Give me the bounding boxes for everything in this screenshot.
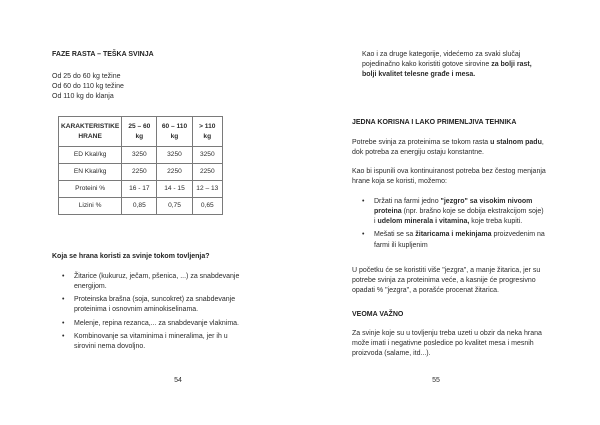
intro-paragraph: Kao i za druge kategorije, videćemo za svaki slučaj pojedinačno kako koristiti gotove sirovine za bolji rast, bolji kvalitet telesne građe i mesa. xyxy=(362,51,532,79)
table-cell: 3250 xyxy=(157,147,192,164)
technique-bullets xyxy=(362,197,572,254)
table-cell: 12 – 13 xyxy=(192,181,222,198)
list-item: • Žitarice (kukuruz, ječam, pšenica, ...) za snabdevanje energijom. xyxy=(62,273,240,291)
list-item: • Kombinovanje sa vitaminima i mineralima, jer ih u sirovini nema dovoljno. xyxy=(62,332,228,350)
table-cell: 3250 xyxy=(192,147,222,164)
table-header: 60 – 110 kg xyxy=(157,117,192,147)
table-header: KARAKTERISTIKE HRANE xyxy=(59,117,122,147)
phase-item: Od 25 do 60 kg težine xyxy=(52,73,121,80)
bullet-icon: • xyxy=(362,231,365,239)
table-cell: 16 - 17 xyxy=(122,181,157,198)
list-item: • Melenje, repina rezanca,... za snabdevanje vlaknima. xyxy=(62,319,282,329)
bullet-icon: • xyxy=(62,273,65,280)
table-row xyxy=(59,181,223,198)
table-row xyxy=(59,198,223,215)
bullet-icon: • xyxy=(62,296,65,304)
table-cell: 2250 xyxy=(192,164,222,181)
right-page xyxy=(300,0,600,425)
table-cell: 2250 xyxy=(157,164,192,181)
list-item: • Proteinska brašna (soja, suncokret) za snabdevanje proteinima i osnovnim aminokiselinama. xyxy=(62,296,236,314)
table-cell: 2250 xyxy=(122,164,157,181)
list-item: • Mešati se sa žitaricama i mekinjama proizvedenim na farmi ili kupljenim xyxy=(362,231,545,249)
protein-paragraph: Potrebe svinja za proteinima se tokom rasta u stalnom padu, dok potreba za energiju ostaju konstantne. xyxy=(352,139,544,157)
table-cell: EN Kkal/kg xyxy=(59,164,122,181)
section-heading-important: VEOMA VAŽNO xyxy=(352,311,404,318)
list-item: • Držati na farmi jedno "jezgro" sa visokim nivoom proteina (npr. brašno koje se dobija ekstrakcijom soje) i udelom minerala i vitamina, koje treba kupiti. xyxy=(362,198,544,226)
table-header-row xyxy=(59,117,223,147)
table-header: > 110 kg xyxy=(192,117,222,147)
table-cell: ED Kkal/kg xyxy=(59,147,122,164)
phase-item: Od 110 kg do klanja xyxy=(52,93,114,101)
bullet-icon: • xyxy=(62,319,65,327)
section-heading-technique: JEDNA KORISNA I LAKO PRIMENLJIVA TEHNIKA xyxy=(352,119,517,126)
phases-heading: FAZE RASTA – TEŠKA SVINJA xyxy=(52,51,154,58)
warning-paragraph: Za svinje koje su u tovljenju treba uzeti u obzir da neka hrana može imati i negativne posledice po kvalitet mesa i mesnih proizvoda (salame, itd...). xyxy=(352,330,542,358)
table-cell: Lizini % xyxy=(59,198,122,215)
table-header: 25 – 60 kg xyxy=(122,117,157,147)
continuity-paragraph: Kao bi ispunili ova kontinuiranost potreba bez čestog menjanja hrane koja se koristi, možemo: xyxy=(352,168,546,186)
phase-item: Od 60 do 110 kg težine xyxy=(52,83,124,91)
feed-question: Koja se hrana koristi za svinje tokom tovljenja? xyxy=(52,253,210,260)
feed-bullets xyxy=(62,272,282,355)
table-cell: 14 - 15 xyxy=(157,181,192,198)
table-cell: 3250 xyxy=(122,147,157,164)
page-number: 54 xyxy=(174,377,182,384)
phases-list xyxy=(52,72,124,102)
table-cell: 0,65 xyxy=(192,198,222,215)
table-cell: 0,75 xyxy=(157,198,192,215)
bullet-icon: • xyxy=(362,198,365,205)
feed-table xyxy=(58,116,223,215)
table-cell: 0,85 xyxy=(122,198,157,215)
table-cell: Proteini % xyxy=(59,181,122,198)
bullet-icon: • xyxy=(62,332,65,340)
page-number: 55 xyxy=(432,377,440,384)
core-paragraph: U početku će se koristiti više "jezgra", a manje žitarica, jer su potrebe svinja za proteinima veće, a kasnije će progresivno opadati % "jezgra", a porašće procenat žitarica. xyxy=(352,267,541,295)
table-row xyxy=(59,147,223,164)
table-row xyxy=(59,164,223,181)
